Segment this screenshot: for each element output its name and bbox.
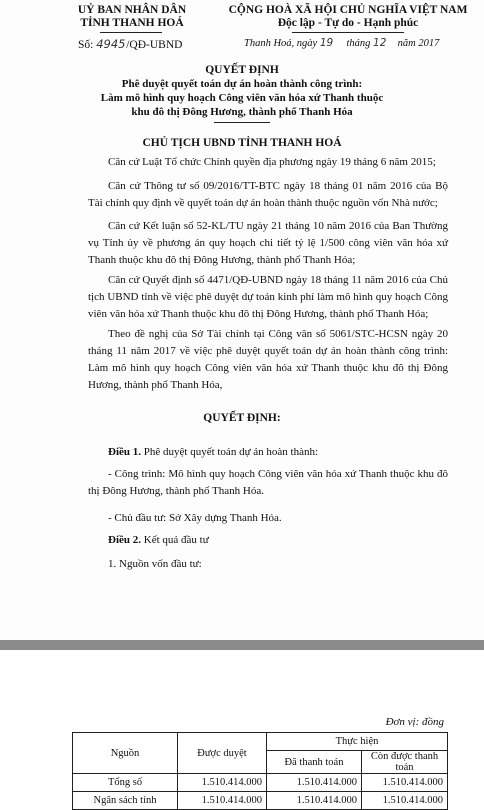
authority-heading: CHỦ TỊCH UBND TỈNH THANH HOÁ — [142, 137, 342, 149]
article-1-label: Điều 1. — [108, 446, 141, 458]
cell-paid: 1.510.414.000 — [267, 774, 362, 792]
basis-paragraph-2: Căn cứ Thông tư số 09/2016/TT-BTC ngày 18 tháng 01 năm 2016 của Bộ Tài chính quy định về quyết toán dự án hoàn thành thuộc nguồn vốn Nhà nước; — [88, 180, 448, 209]
document-page-2 — [0, 650, 484, 806]
subject-line-3: khu đô thị Đông Hương, thành phố Thanh Hóa — [131, 106, 353, 118]
agency-line-2: TỈNH THANH HOÁ — [80, 17, 184, 29]
article-2-item-1: 1. Nguồn vốn đầu tư: — [108, 558, 202, 570]
basis-paragraph-4: Căn cứ Quyết định số 4471/QĐ-UBND ngày 18 tháng 11 năm 2016 của Chủ tịch UBND tỉnh về việc phê duyệt dự toán kinh phí làm mô hình quy hoạch Công viên văn hóa xứ Thanh thuộc khu đô thị Đông Hương, thành phố Thanh Hóa; — [88, 274, 448, 320]
col-approved: Được duyệt — [178, 733, 267, 774]
page-separator — [0, 640, 484, 650]
unit-note: Đơn vị: đồng — [385, 716, 444, 728]
col-source: Nguồn — [73, 733, 178, 774]
basis-paragraph-3: Căn cứ Kết luận số 52-KL/TU ngày 21 tháng 10 năm 2016 của Ban Thường vụ Tỉnh ủy về phương án quy hoạch chi tiết tỷ lệ 1/500 công viên văn hóa xứ Thanh thuộc khu đô thị Đông Hương, thành phố Thanh Hóa; — [88, 220, 448, 266]
article-1-item-2: - Chủ đầu tư: Sở Xây dựng Thanh Hóa. — [108, 512, 282, 524]
issue-date — [244, 37, 439, 49]
motto-underline — [292, 32, 404, 33]
document-number — [78, 37, 182, 51]
table-header-row — [73, 733, 448, 751]
cell-remaining: 1.510.414.000 — [362, 792, 448, 810]
article-1-text: Phê duyệt quyết toán dự án hoàn thành: — [141, 446, 319, 458]
date-year: năm 2017 — [397, 38, 440, 49]
date-month-label: tháng — [346, 38, 371, 49]
article-2-label: Điều 2. — [108, 534, 141, 546]
cell-paid: 1.510.414.000 — [267, 792, 362, 810]
national-motto: Độc lập - Tự do - Hạnh phúc — [277, 17, 419, 29]
subject-underline — [214, 122, 270, 123]
cell-source: Tổng số — [73, 774, 178, 792]
cell-source: Ngân sách tỉnh — [73, 792, 178, 810]
agency-underline — [100, 32, 162, 33]
investment-source-table — [72, 732, 448, 810]
number-label: Số: — [78, 39, 94, 51]
decision-heading: QUYẾT ĐỊNH: — [203, 412, 281, 424]
basis-paragraph-5: Theo đề nghị của Sở Tài chính tại Công văn số 5061/STC-HCSN ngày 20 tháng 11 năm 2017 về việc phê duyệt quyết toán dự án hoàn thành công trình: Làm mô hình quy hoạch Công viên văn hóa xứ Thanh thuộc khu đô thị Đông Hương, thành phố Thanh Hóa, — [88, 328, 448, 391]
col-paid: Đã thanh toán — [267, 751, 362, 774]
handwritten-day: 19 — [319, 37, 334, 49]
cell-approved: 1.510.414.000 — [178, 792, 267, 810]
basis-paragraph-1: Căn cứ Luật Tổ chức Chính quyền địa phương ngày 19 tháng 6 năm 2015; — [108, 156, 436, 168]
table-row — [73, 774, 448, 792]
subject-line-2: Làm mô hình quy hoạch Công viên văn hóa xứ Thanh thuộc — [100, 92, 384, 104]
date-prefix: Thanh Hoá, ngày — [244, 38, 318, 49]
cell-approved: 1.510.414.000 — [178, 774, 267, 792]
article-2-text: Kết quả đầu tư — [141, 534, 209, 546]
handwritten-number: 4945 — [96, 37, 126, 51]
handwritten-month: 12 — [373, 37, 387, 49]
col-remaining: Còn được thanh toán — [362, 751, 448, 774]
article-1 — [88, 444, 448, 461]
article-1-item-1: - Công trình: Mô hình quy hoạch Công viên văn hóa xứ Thanh thuộc khu đô thị Đông Hương, thành phố Thanh Hóa. — [88, 468, 448, 497]
country-name: CỘNG HOÀ XÃ HỘI CHỦ NGHĨA VIỆT NAM — [228, 4, 468, 16]
cell-remaining: 1.510.414.000 — [362, 774, 448, 792]
col-execution: Thực hiện — [267, 733, 448, 751]
agency-line-1: UỶ BAN NHÂN DÂN — [77, 4, 187, 16]
number-suffix: /QĐ-UBND — [126, 39, 183, 51]
subject-line-1: Phê duyệt quyết toán dự án hoàn thành công trình: — [121, 78, 363, 90]
article-2 — [88, 532, 448, 549]
table-row — [73, 792, 448, 810]
document-type: QUYẾT ĐỊNH — [205, 64, 279, 76]
